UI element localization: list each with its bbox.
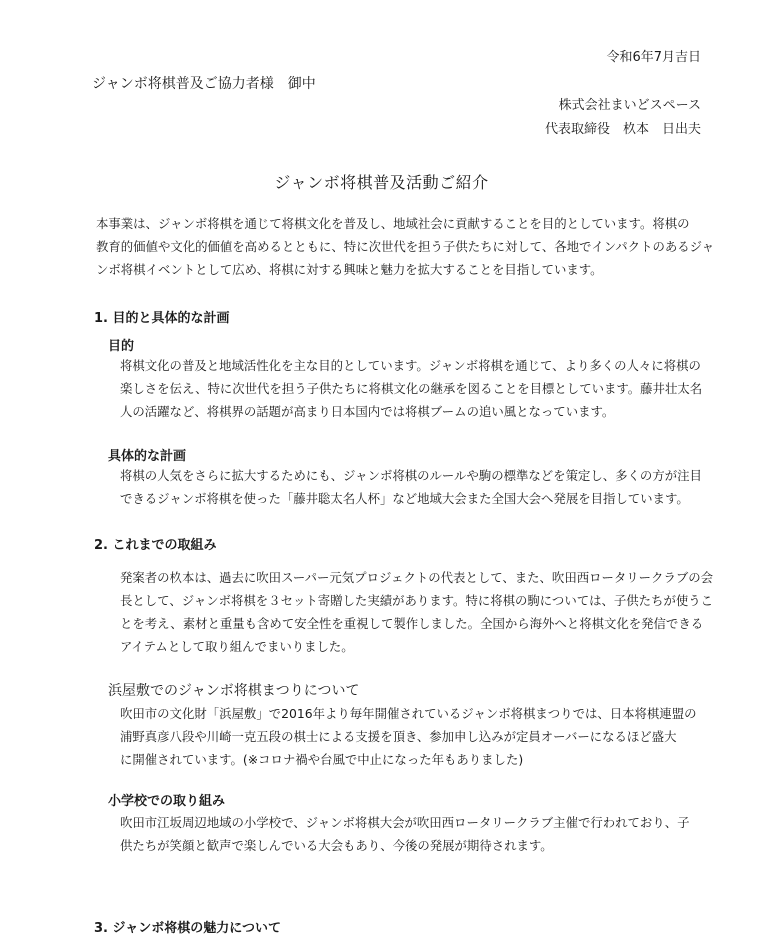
intro-paragraph bbox=[96, 212, 714, 281]
letter-date: 令和6年7月吉日 bbox=[606, 50, 701, 65]
intro-line: ンボ将棋イベントとして広め、将棋に対する興味と魅力を拡大することを目指しています。 bbox=[96, 262, 603, 277]
section2-line: 長として、ジャンボ将棋を３セット寄贈した実績があります。特に将棋の駒については、子供たちが使うこ bbox=[120, 593, 714, 608]
intro-line: 教育的価値や文化的価値を高めるとともに、特に次世代を担う子供たちに対して、各地でインパクトのあるジャ bbox=[96, 239, 715, 254]
hamayashiki-paragraph bbox=[120, 702, 696, 771]
section2-line: とを考え、素材と重量も含めて安全性を重視して製作しました。全国から海外へと将棋文化を発信できる bbox=[120, 616, 704, 631]
letter-addressee: ジャンボ将棋普及ご協力者様 御中 bbox=[92, 76, 316, 92]
plan-line: 将棋の人気をさらに拡大するためにも、ジャンボ将棋のルールや駒の標準などを策定し、多くの方が注目 bbox=[120, 468, 702, 483]
section2-line: アイテムとして取り組んでまいりました。 bbox=[120, 639, 354, 654]
school-line: 供たちが笑顔と歓声で楽しんでいる大会もあり、今後の発展が期待されます。 bbox=[120, 838, 553, 853]
purpose-line: 楽しさを伝え、特に次世代を担う子供たちに将棋文化の継承を図ることを目標としています。藤井壮太名 bbox=[120, 381, 703, 396]
plan-line: できるジャンボ将棋を使った「藤井聡太名人杯」など地域大会また全国大会へ発展を目指しています。 bbox=[120, 491, 689, 506]
school-heading: 小学校での取り組み bbox=[108, 794, 226, 809]
section3-heading: 3. ジャンボ将棋の魅力について bbox=[94, 921, 281, 936]
hamayashiki-heading: 浜屋敷でのジャンボ将棋まつりについて bbox=[108, 683, 360, 699]
purpose-line: 人の活躍など、将棋界の話題が高まり日本国内では将棋ブームの追い風となっています。 bbox=[120, 404, 615, 419]
hamayashiki-line: に開催されています。(※コロナ禍や台風で中止になった年もありました) bbox=[120, 752, 524, 767]
school-paragraph bbox=[120, 811, 689, 857]
section2-heading: 2. これまでの取組み bbox=[94, 538, 217, 553]
purpose-line: 将棋文化の普及と地域活性化を主な目的としています。ジャンボ将棋を通じて、より多くの人々に将棋の bbox=[120, 358, 701, 373]
hamayashiki-line: 浦野真彦八段や川崎一克五段の棋士による支援を頂き、参加申し込みが定員オーバーになるほど盛大 bbox=[120, 729, 677, 744]
hamayashiki-line: 吹田市の文化財「浜屋敷」で2016年より毎年開催されているジャンボ将棋まつりでは、日本将棋連盟の bbox=[120, 706, 697, 721]
school-line: 吹田市江坂周辺地域の小学校で、ジャンボ将棋大会が吹田西ロータリークラブ主催で行われており、子 bbox=[120, 815, 690, 830]
sender-representative: 代表取締役 杦本 日出夫 bbox=[544, 122, 701, 137]
purpose-heading: 目的 bbox=[108, 339, 135, 354]
section2-line: 発案者の杦本は、過去に吹田スーパー元気プロジェクトの代表として、また、吹田西ロータリークラブの会 bbox=[120, 570, 714, 585]
intro-line: 本事業は、ジャンボ将棋を通じて将棋文化を普及し、地域社会に貢献することを目的としています。将棋の bbox=[96, 216, 690, 231]
plan-heading: 具体的な計画 bbox=[108, 449, 187, 464]
section2-paragraph bbox=[120, 566, 713, 658]
document-title: ジャンボ将棋普及活動ご紹介 bbox=[274, 173, 489, 192]
purpose-paragraph bbox=[120, 354, 702, 423]
section1-heading: 1. 目的と具体的な計画 bbox=[94, 311, 230, 326]
plan-paragraph bbox=[120, 464, 702, 510]
sender-company: 株式会社まいどスペース bbox=[558, 98, 701, 113]
